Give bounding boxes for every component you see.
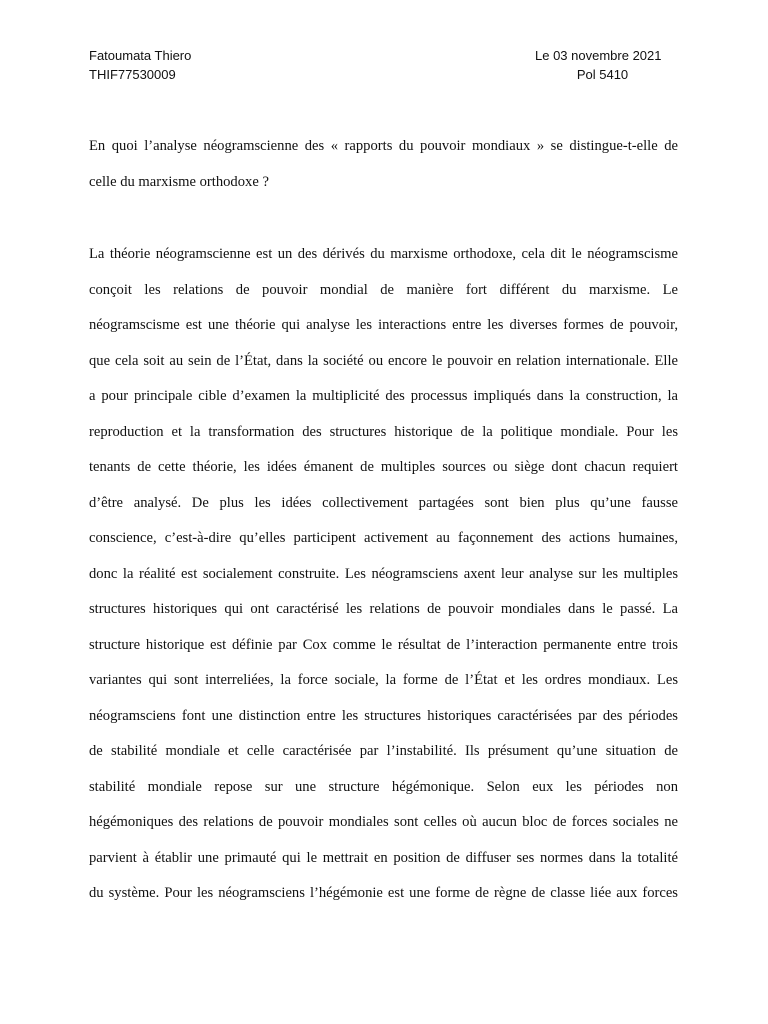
body-line: La théorie néogramscienne est un des dérivés du marxisme orthodoxe, cela dit le néogramscisme xyxy=(89,246,678,262)
body-line: donc la réalité est socialement construite. Les néogramsciens axent leur analyse sur les multiples xyxy=(89,565,678,582)
author-name: Fatoumata Thiero xyxy=(89,48,192,63)
essay-question xyxy=(89,129,678,200)
body-line: parvient à établir une primauté qui le mettrait en position de diffuser ses normes dans la totalité xyxy=(89,849,678,866)
body-line: a pour principale cible d’examen la multiplicité des processus impliqués dans la construction, la xyxy=(89,388,678,404)
body-line: structure historique est définie par Cox comme le résultat de l’interaction permanente entre trois xyxy=(89,636,678,653)
essay-body xyxy=(89,237,678,912)
header-right xyxy=(535,46,670,84)
body-line: néogramsciens font une distinction entre les structures historiques caractérisées par des périodes xyxy=(89,707,678,724)
body-line: variantes qui sont interreliées, la force sociale, la forme de l’État et les ordres mondiaux. Les xyxy=(89,672,678,688)
header-left xyxy=(89,46,191,84)
body-line: stabilité mondiale repose sur une structure hégémonique. Selon eux les périodes non xyxy=(89,778,678,795)
body-line: reproduction et la transformation des structures historique de la politique mondiale. Pour les xyxy=(89,423,678,440)
body-line: tenants de cette théorie, les idées émanent de multiples sources ou siège dont chacun requiert xyxy=(89,459,678,475)
body-line: conscience, c’est-à-dire qu’elles participent activement au façonnement des actions humaines, xyxy=(89,530,678,546)
body-line: de stabilité mondiale et celle caractérisée par l’instabilité. Ils présument qu’une situation de xyxy=(89,743,678,759)
body-line: conçoit les relations de pouvoir mondial de manière fort différent du marxisme. Le xyxy=(89,281,678,298)
course-code: Pol 5410 xyxy=(576,67,629,82)
student-id: THIF77530009 xyxy=(89,67,176,82)
body-line: du système. Pour les néogramsciens l’hégémonie est une forme de règne de classe liée aux forces xyxy=(89,885,678,901)
document-date: Le 03 novembre 2021 xyxy=(535,48,662,63)
body-line: structures historiques qui ont caractérisé les relations de pouvoir mondiales dans le passé. La xyxy=(89,601,678,617)
body-line: néogramscisme est une théorie qui analyse les interactions entre les diverses formes de pouvoir, xyxy=(89,317,678,333)
question-line: En quoi l’analyse néogramscienne des « rapports du pouvoir mondiaux » se distingue-t-elle de xyxy=(89,138,678,154)
question-line: celle du marxisme orthodoxe ? xyxy=(89,173,269,190)
body-line: que cela soit au sein de l’État, dans la société ou encore le pouvoir en relation internationale. Elle xyxy=(89,352,678,369)
body-line: hégémoniques des relations de pouvoir mondiales sont celles où aucun bloc de forces sociales ne xyxy=(89,814,678,830)
body-line: d’être analysé. De plus les idées collectivement partagées sont bien plus qu’une fausse xyxy=(89,494,678,511)
